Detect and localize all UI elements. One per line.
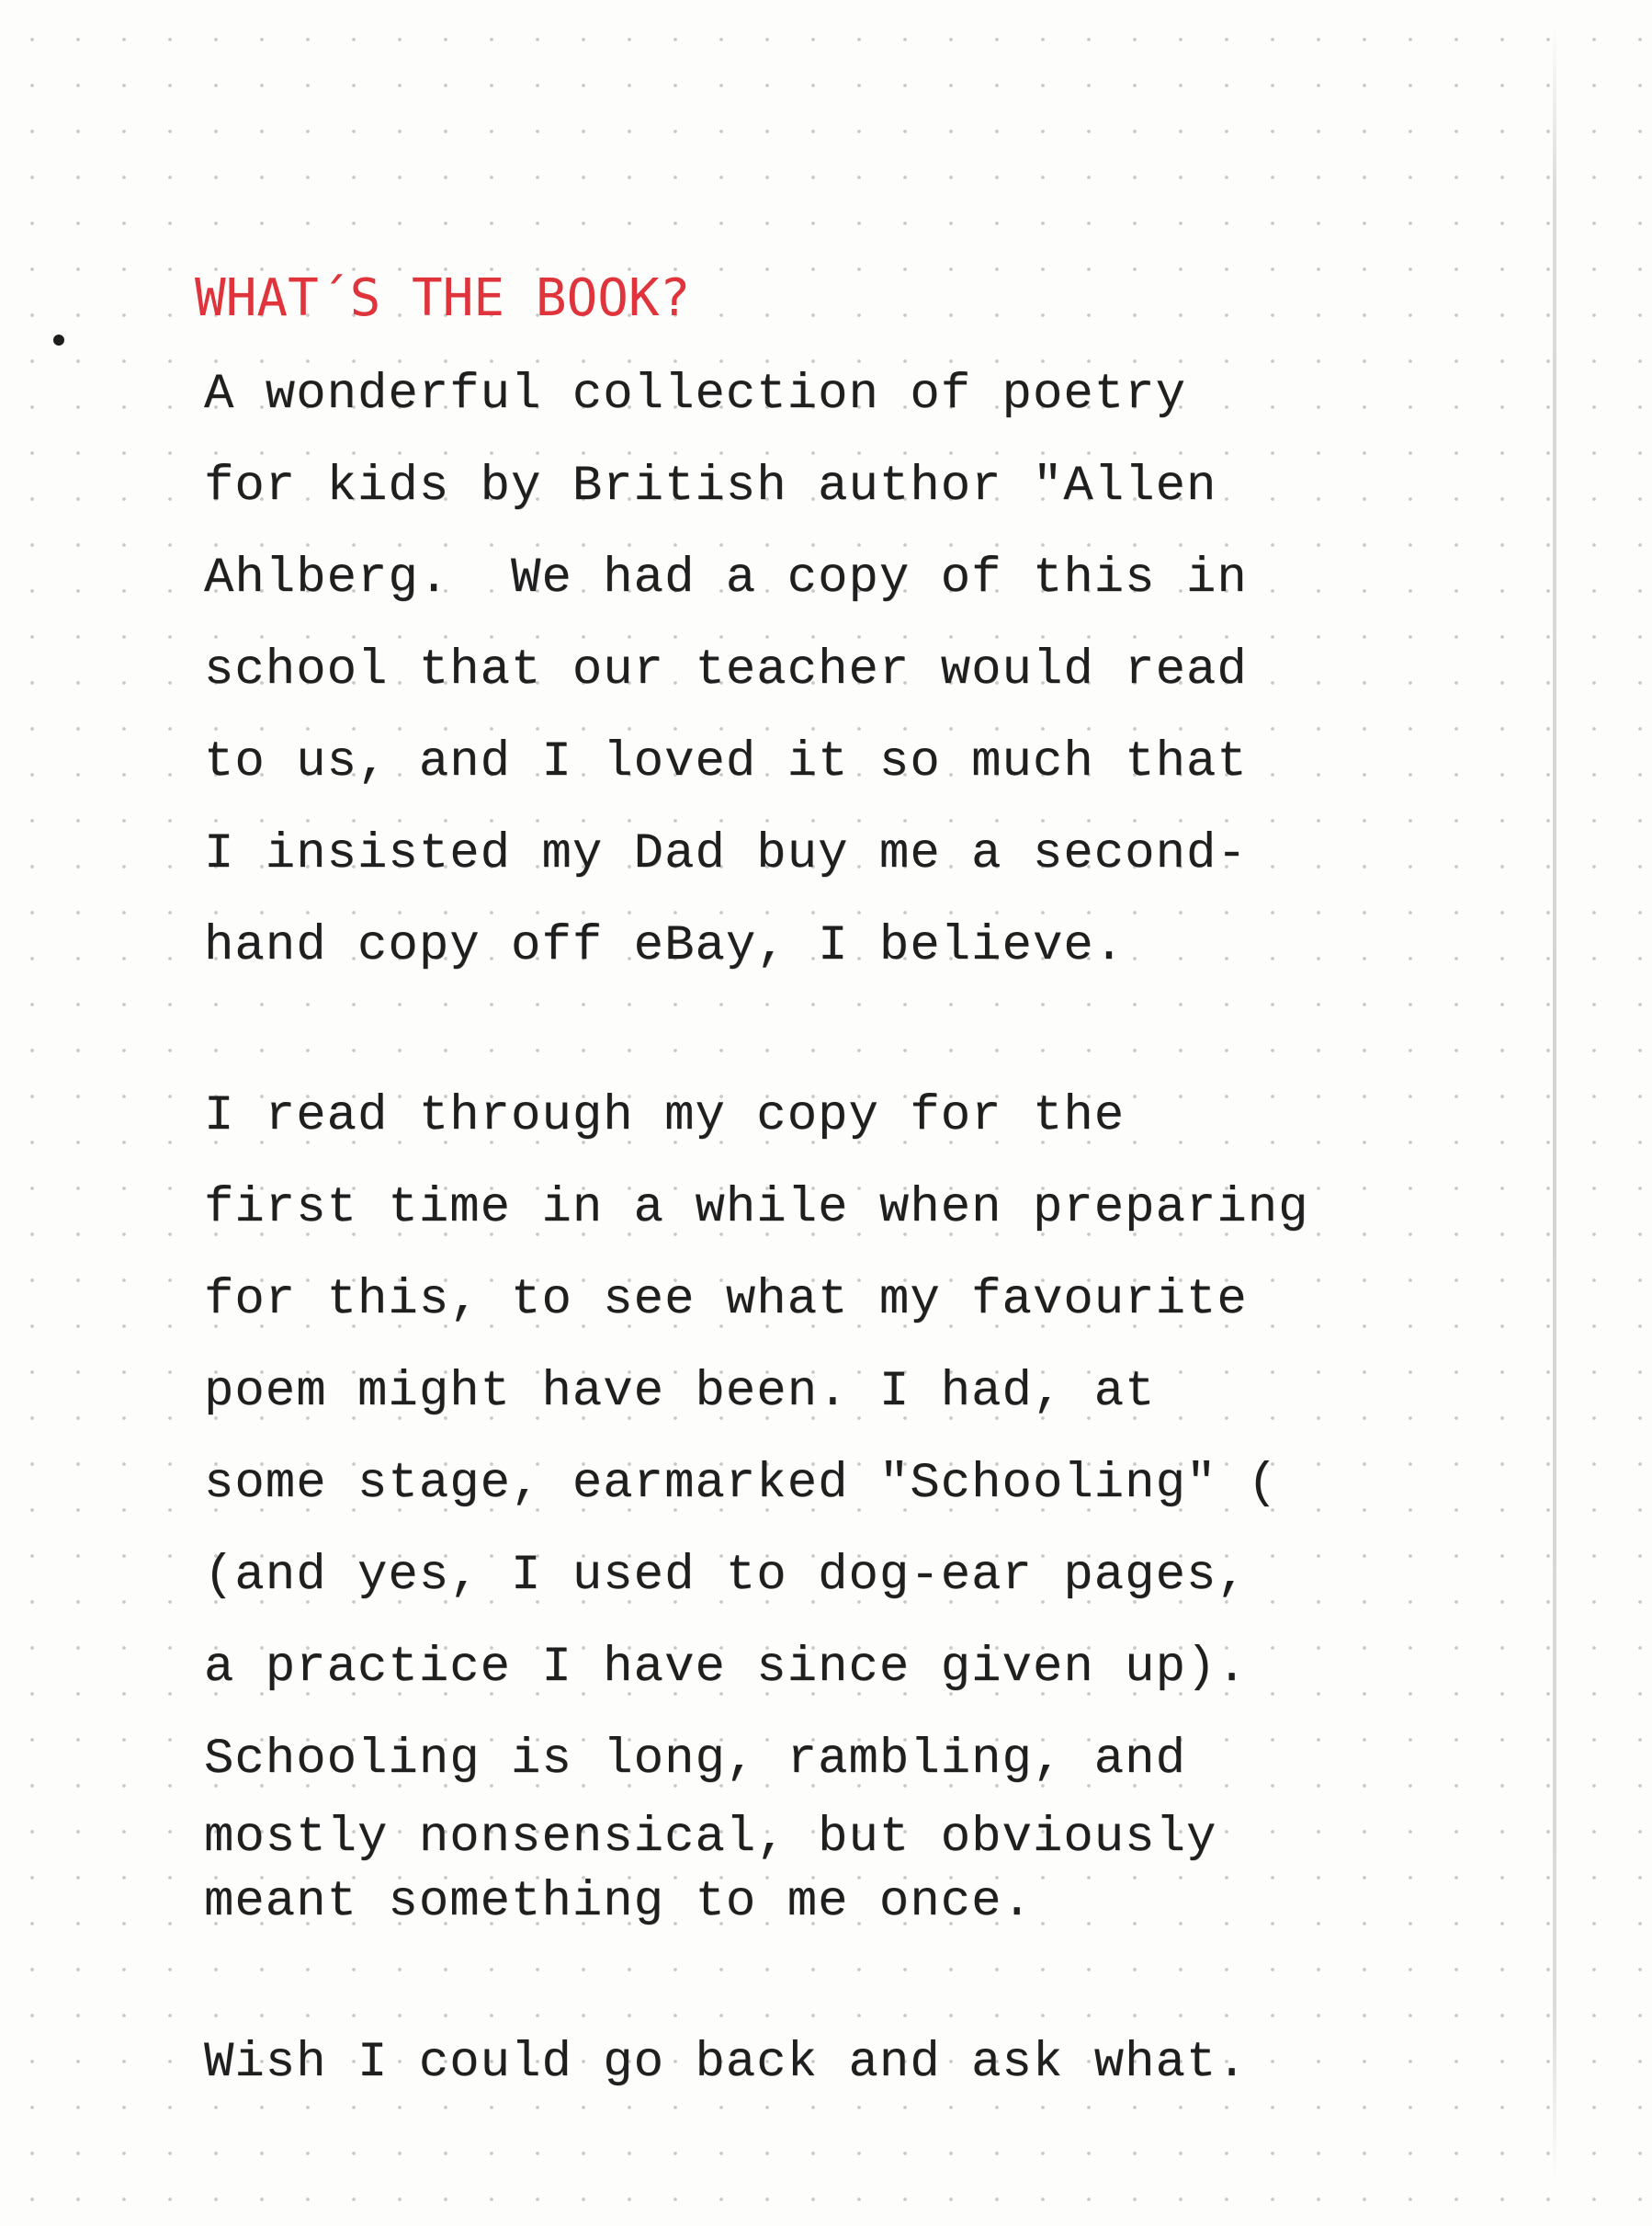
text-line: Ahlberg. We had a copy of this in — [204, 551, 1248, 607]
text-line: meant something to me once. — [204, 1874, 1033, 1930]
text-line: to us, and I loved it so much that — [204, 734, 1248, 790]
section-heading: WHAT´S THE BOOK? — [195, 268, 691, 328]
ink-dot-mark — [53, 335, 64, 346]
text-line: some stage, earmarked "Schooling" ( — [204, 1456, 1279, 1512]
text-line: I insisted my Dad buy me a second- — [204, 826, 1248, 882]
text-line: first time in a while when preparing — [204, 1180, 1309, 1236]
text-line: Wish I could go back and ask what. — [204, 2035, 1248, 2091]
text-line: a practice I have since given up). — [204, 1640, 1248, 1696]
text-line: (and yes, I used to dog-ear pages, — [204, 1548, 1248, 1604]
text-line: A wonderful collection of poetry — [204, 367, 1186, 423]
text-line: for this, to see what my favourite — [204, 1272, 1248, 1328]
text-line: school that our teacher would read — [204, 642, 1248, 698]
torn-page-edge — [1553, 28, 1556, 2178]
text-line: Schooling is long, rambling, and — [204, 1732, 1186, 1788]
paragraph-closing — [204, 2017, 1248, 2109]
paragraph-rereading — [204, 1071, 1309, 1935]
text-line: hand copy off eBay, I believe. — [204, 918, 1126, 974]
text-line: for kids by British author "Allen — [204, 459, 1217, 515]
text-line: mostly nonsensical, but obviously — [204, 1810, 1217, 1866]
text-line: I read through my copy for the — [204, 1088, 1126, 1144]
paragraph-book-intro — [204, 349, 1248, 993]
text-line: poem might have been. I had, at — [204, 1364, 1156, 1420]
